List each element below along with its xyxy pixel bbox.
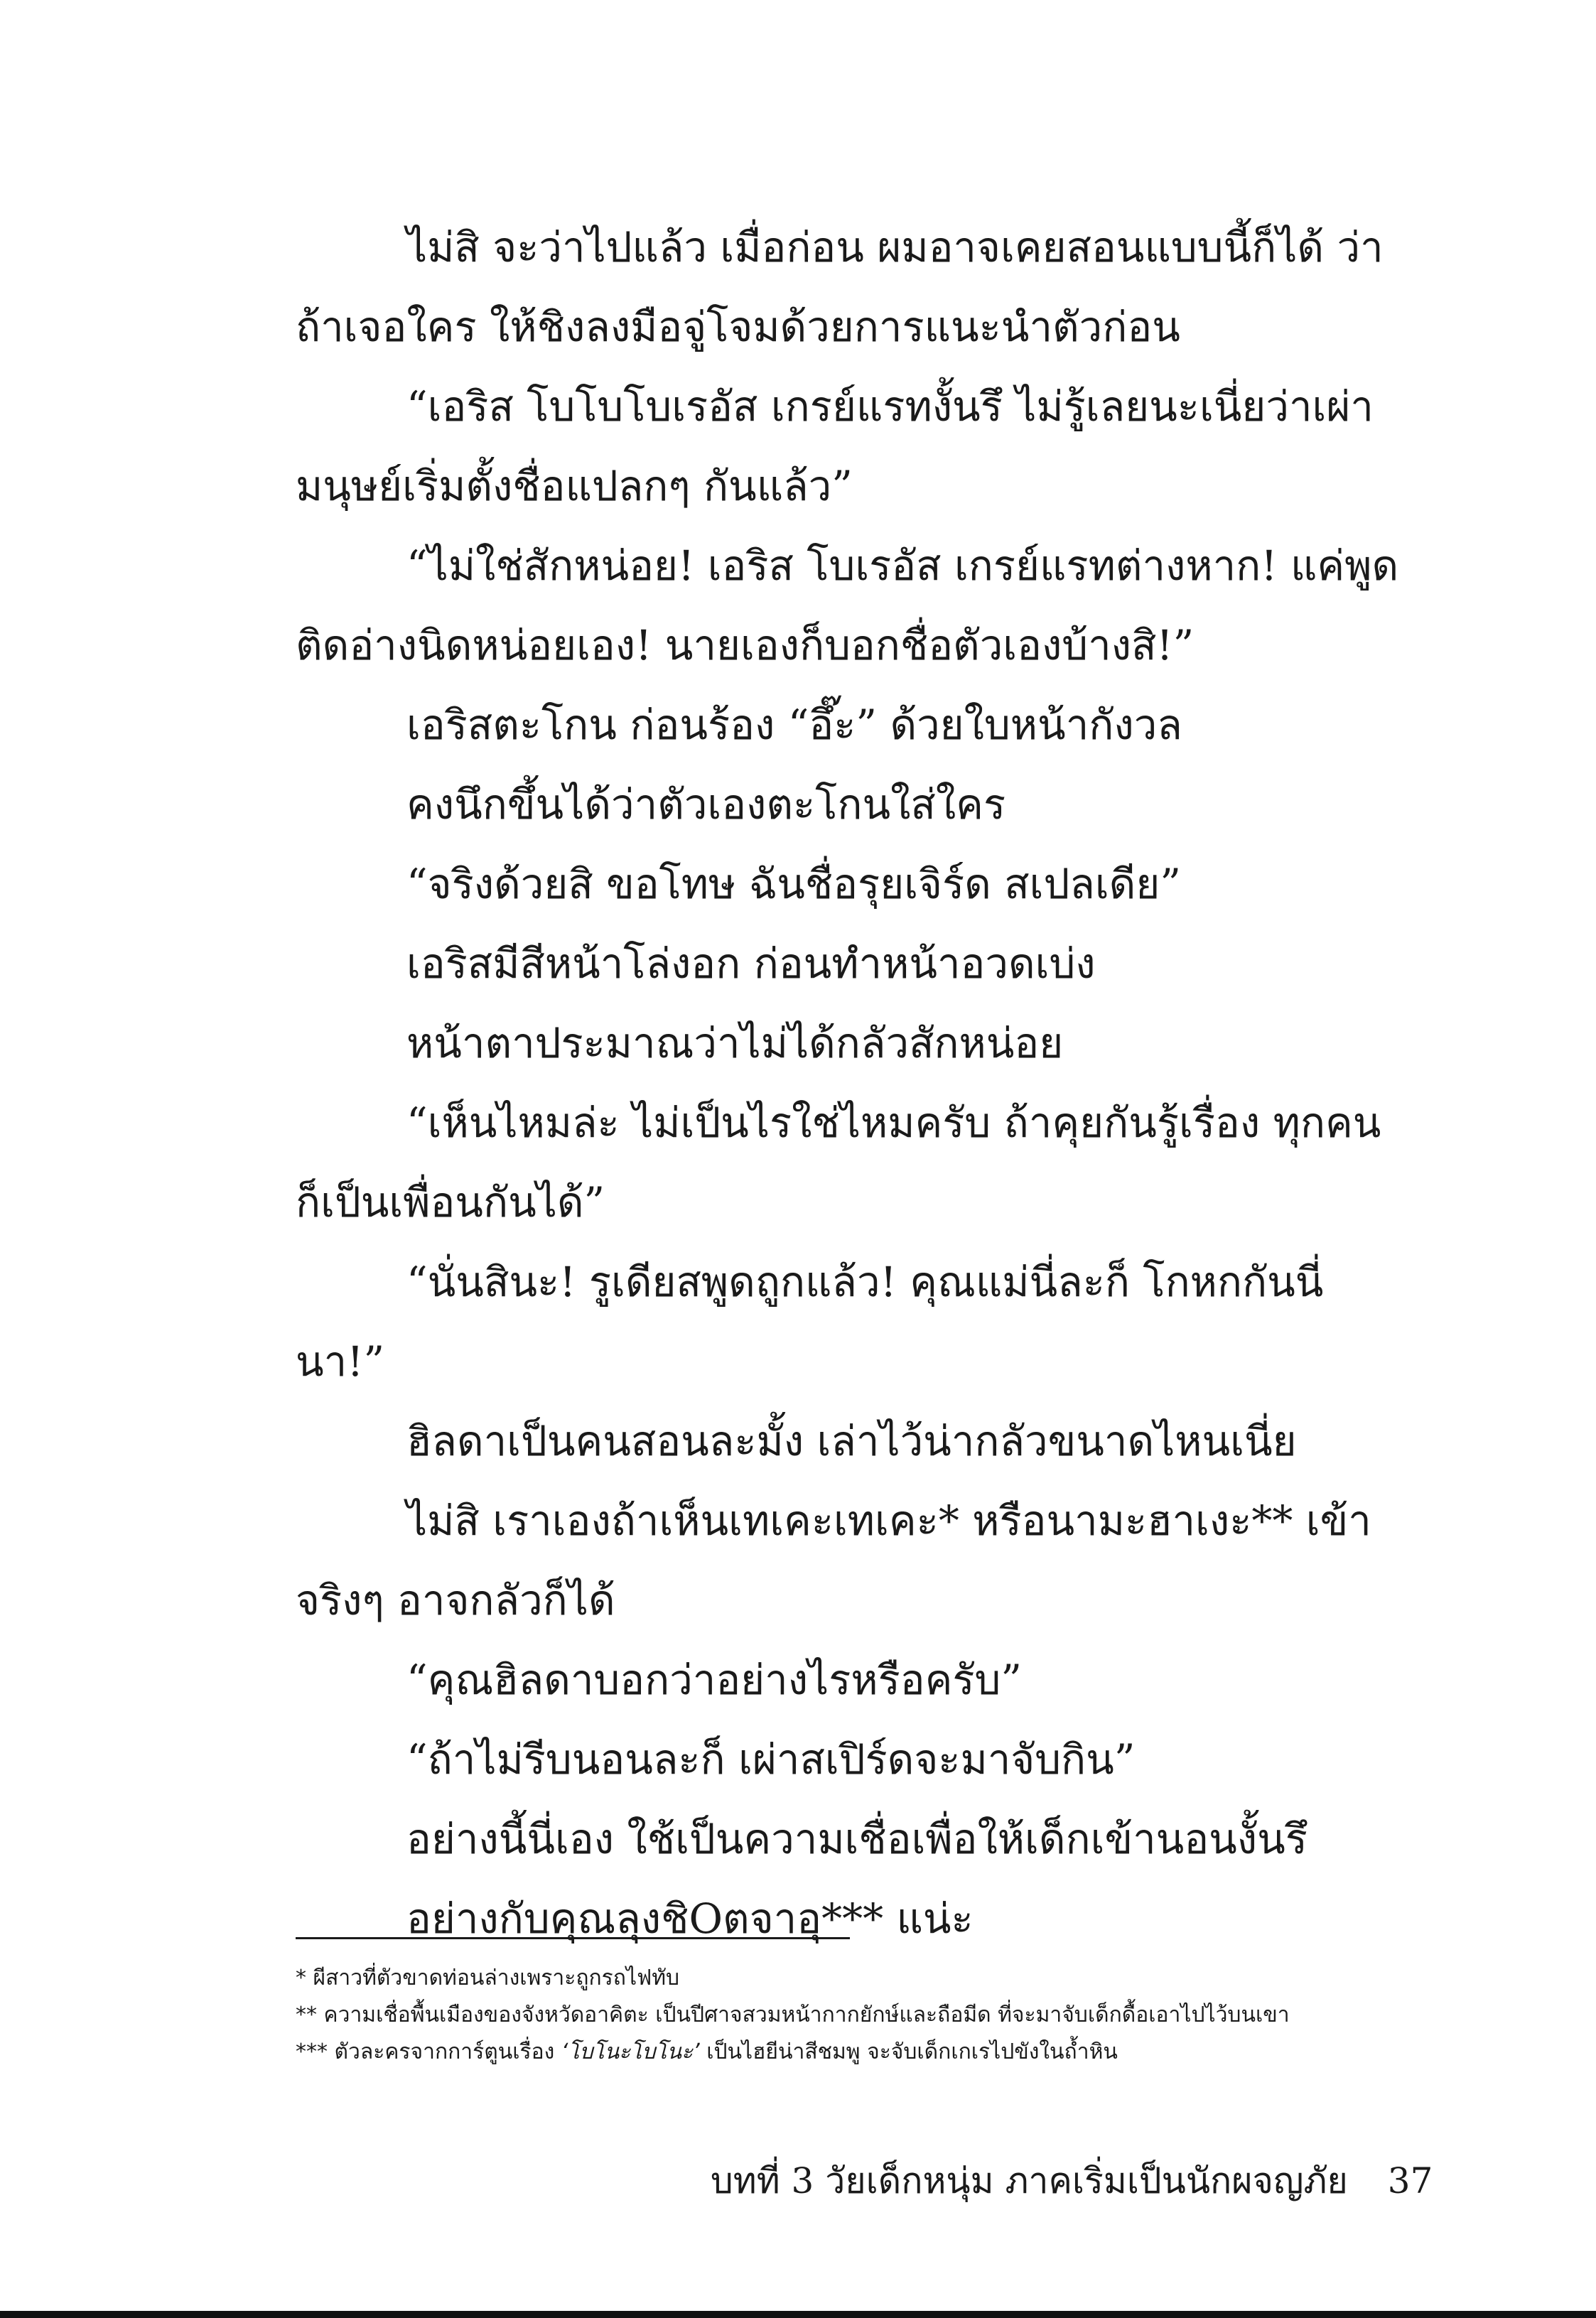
footnote-1: * ผีสาวที่ตัวขาดท่อนล่างเพราะถูกรถไฟทับ [296, 1966, 680, 1990]
paragraph: เอริสตะโกน ก่อนร้อง “อึ๊ะ” ด้วยใบหน้ากังวล [406, 701, 1182, 749]
paragraph: ไม่สิ จะว่าไปแล้ว เมื่อก่อน ผมอาจเคยสอนแบบนี้ก็ได้ ว่าถ้าเจอใคร ให้ชิงลงมือจู่โจมด้วยการแนะนำตัวก่อน [296, 223, 1384, 351]
paragraph: “เอริส โบโบโบเรอัส เกรย์แรทงั้นรึ ไม่รู้เลยนะเนี่ยว่าเผ่ามนุษย์เริ่มตั้งชื่อแปลกๆ กันแล้ว” [296, 382, 1374, 510]
paragraph: อย่างกับคุณลุงชิOตจาอุ*** แน่ะ [406, 1894, 974, 1943]
running-footer [711, 2153, 1433, 2209]
paragraph: คงนึกขึ้นได้ว่าตัวเองตะโกนใส่ใคร [406, 780, 1006, 829]
footnote-divider [296, 1937, 850, 1939]
paragraph: อย่างนี้นี่เอง ใช้เป็นความเชื่อเพื่อให้เด็กเข้านอนงั้นรึ [406, 1815, 1307, 1863]
paragraph: ไม่สิ เราเองถ้าเห็นเทเคะเทเคะ* หรือนามะฮาเงะ** เข้าจริงๆ อาจกลัวก็ได้ [296, 1497, 1371, 1624]
paragraph: “ถ้าไม่รีบนอนละก็ เผ่าสเปิร์ดจะมาจับกิน” [406, 1735, 1136, 1784]
footnotes [296, 1960, 1433, 2071]
paragraph: “เห็นไหมล่ะ ไม่เป็นไรใช่ไหมครับ ถ้าคุยกันรู้เรื่อง ทุกคนก็เป็นเพื่อนกันได้” [296, 1099, 1381, 1227]
paragraph: “ไม่ใช่สักหน่อย! เอริส โบเรอัส เกรย์แรทต่างหาก! แค่พูดติดอ่างนิดหน่อยเอง! นายเองก็บอกชื่อตัวเองบ้างสิ!” [296, 541, 1399, 669]
paragraph: “คุณฮิลดาบอกว่าอย่างไรหรือครับ” [406, 1656, 1023, 1704]
page-number: 37 [1387, 2160, 1433, 2201]
paragraph: เอริสมีสีหน้าโล่งอก ก่อนทำหน้าอวดเบ่ง [406, 939, 1096, 988]
main-text [296, 207, 1404, 1958]
footnote-3 [296, 2034, 1433, 2071]
bottom-edge-bar [0, 2311, 1596, 2318]
paragraph: ฮิลดาเป็นคนสอนละมั้ง เล่าไว้น่ากลัวขนาดไหนเนี่ย [406, 1417, 1297, 1465]
footnote-3-prefix: *** ตัวละครจากการ์ตูนเรื่อง [296, 2039, 561, 2064]
footnote-2: ** ความเชื่อพื้นเมืองของจังหวัดอาคิตะ เป็นปีศาจสวมหน้ากากยักษ์และถือมีด ที่จะมาจับเด็กดื้อเอาไปไว้บนเขา [296, 2002, 1290, 2027]
footnote-3-suffix: เป็นไฮยีน่าสีชมพู จะจับเด็กเกเรไปขังในถ้ำหิน [699, 2039, 1118, 2064]
chapter-title: บทที่ 3 วัยเด็กหนุ่ม ภาคเริ่มเป็นนักผจญภัย [711, 2160, 1348, 2201]
footnote-3-title: ‘โบโนะโบโนะ’ [561, 2039, 700, 2064]
paragraph: “จริงด้วยสิ ขอโทษ ฉันชื่อรุยเจิร์ด สเปลเดีย” [406, 860, 1181, 908]
paragraph: หน้าตาประมาณว่าไม่ได้กลัวสักหน่อย [406, 1019, 1064, 1067]
paragraph: “นั่นสินะ! รูเดียสพูดถูกแล้ว! คุณแม่นี่ละก็ โกหกกันนี่นา!” [296, 1258, 1324, 1386]
